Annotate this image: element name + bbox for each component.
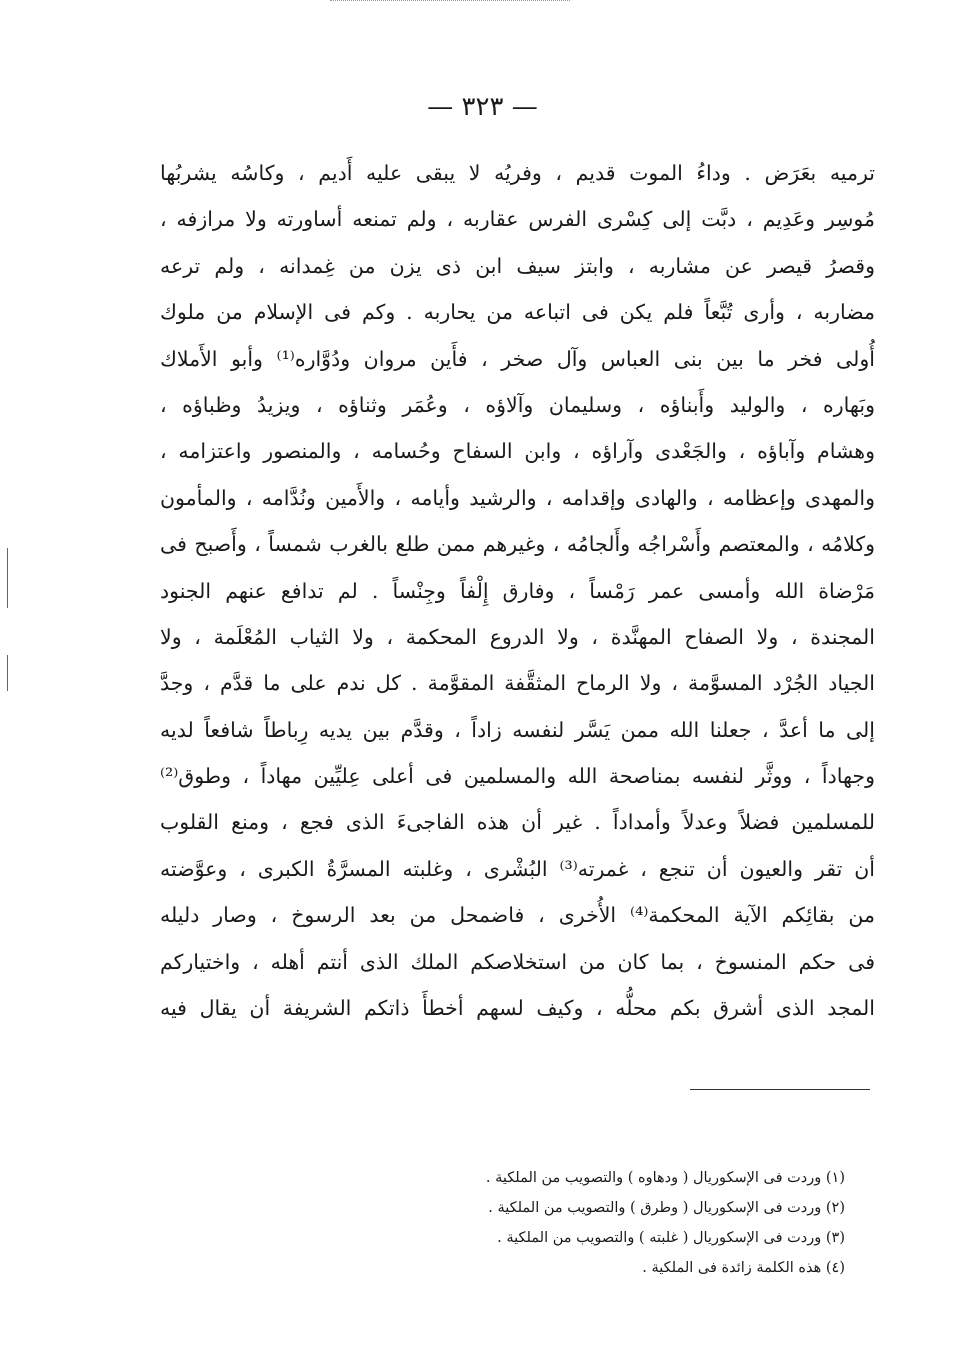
scan-artifact-top (330, 0, 570, 9)
scan-artifact-margin (7, 655, 8, 691)
text-line: مَرْضاة الله وأمسى عمر رَمْساً ، وفارق إِلْفاً وجِنْساً . لم تدافع عنهم الجنود (160, 578, 875, 603)
text-line: فى حكم المنسوخ ، بما كان من استخلاصكم الملك الذى أنتم أهله ، واختياركم (160, 949, 875, 974)
text-line: المجد الذى أشرق بكم محلُّه ، وكيف لسهم أخطأَ ذاتكم الشريفة أن يقال فيه (160, 996, 875, 1021)
text-line: وكلامُه ، والمعتصم وأَسْراجُه وأَلجامُه ، وغيرهم ممن طلع بالغرب شمساً ، وأَصبح فى (160, 532, 875, 557)
text-line: والمهدى وإعظامه ، والهادى وإقدامه ، والرشيد وأيامه ، والأَمين ونُدَّامه ، والمأمون (160, 485, 875, 510)
text-line: المجندة ، ولا الصفاح المهنَّدة ، ولا الدروع المحكمة ، ولا الثياب المُعْلَمة ، ولا (160, 624, 875, 649)
text-line: وقصرُ قيصر عن مشاربه ، وابتز سيف ابن ذى يزن من غِمدانه ، ولم ترعه (160, 253, 875, 278)
text-line: إلى ما أعدَّ ، جعلنا الله ممن يَسَّر لنفسه زاداً ، وقدَّم بين يديه رِباطاً شافعاً لديه (160, 717, 875, 742)
footnote-item: (١) وردت فى الإسكوريال ( ودهاوه ) والتصويب من الملكية . (485, 1170, 845, 1186)
footnote-divider (690, 1089, 870, 1090)
footnotes (285, 1163, 845, 1283)
text-line: وبَهاره ، والوليد وأَبناؤه ، وسليمان وآلاؤه ، وعُمَر وثناؤه ، ويزيدُ وظباؤه ، (160, 392, 875, 417)
scan-artifact-margin (7, 548, 8, 608)
text-line: مُوسِر وعَدِيم ، دبَّت إلى كِسْرى الفرس عقاربه ، ولم تمنعه أساورته ولا مرازفه ، (160, 207, 875, 232)
text-line: مضاربه ، وأرى تُبَّعاً فلم يكن فى اتباعه من يحاربه . وكم فى الإسلام من ملوك (160, 300, 875, 325)
page-number: — ٣٢٣ — (427, 92, 538, 122)
text-line: للمسلمين فضلاً وعدلاً وأمداداً . غير أن هذه الفاجىءَ الذى فجع ، ومنع القلوب (160, 810, 875, 835)
text-line: أن تقر والعيون أن تنجع ، غمرته⁽³⁾ البُشْرى ، وغلبته المسرَّةُ الكبرى ، وعوَّضته (160, 856, 875, 881)
footnote-item: (٣) وردت فى الإسكوريال ( غلبته ) والتصويب من الملكية . (497, 1230, 845, 1246)
text-line: وجهاداً ، ووثَّر لنفسه بمناصحة الله والمسلمين فى أعلى عِليِّين مهاداً ، وطوق⁽²⁾ (160, 764, 875, 789)
footnote-item: (٤) هذه الكلمة زائدة فى الملكية . (642, 1260, 845, 1276)
text-line: ترميه بعَرَض . وداءُ الموت قديم ، وفريُه لا يبقى عليه أَديم ، وكاسُه يشربُها (160, 161, 875, 185)
footnote-item: (٢) وردت فى الإسكوريال ( وطرق ) والتصويب من الملكية . (488, 1200, 845, 1216)
text-line: الجياد الجُرْد المسوَّمة ، ولا الرماح المثقَّفة المقوَّمة . كل ندم على ما قدَّم ، وجدَّ (160, 671, 875, 696)
text-line: أُولى فخر ما بين بنى العباس وآل صخر ، فأَين مروان ودُوَّاره⁽¹⁾ وأبو الأَملاك (160, 346, 875, 371)
text-line: من بقائِكم الآية المحكمة⁽⁴⁾ الأُخرى ، فاضمحل من بعد الرسوخ ، وصار دليله (160, 903, 875, 928)
body-text (160, 150, 875, 1031)
text-line: وهشام وآباؤه ، والجَعْدى وآراؤه ، وابن السفاح وحُسامه ، والمنصور واعتزامه ، (160, 439, 875, 464)
